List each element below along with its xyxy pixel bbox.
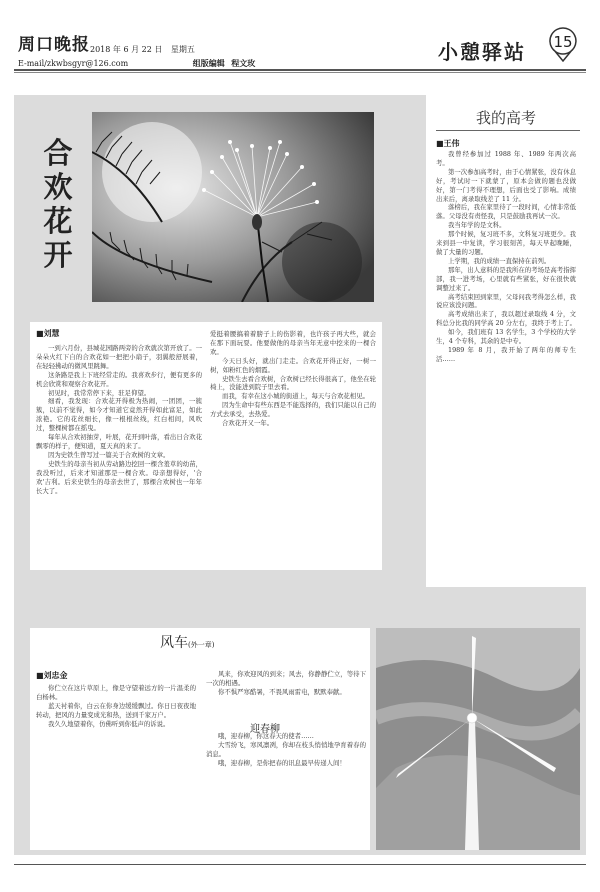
feature-byline: ■刘慧 xyxy=(36,329,60,338)
feature-column-1 xyxy=(36,344,202,566)
feature-title xyxy=(38,136,78,272)
wind-title-main: 风车 xyxy=(160,635,188,651)
feature-column-2 xyxy=(210,330,376,566)
paragraph: 1989 年 8 月，我开始了两年的师专生活…… xyxy=(436,345,576,363)
paragraph: 而我，有幸在这小城的街道上，每天与合欢花相见。 xyxy=(222,392,369,401)
paragraph: 你不惧严寒酷暑，不畏风雨雷电，默默奉献。 xyxy=(218,687,346,696)
paragraph: 合欢花开又一年。 xyxy=(222,419,274,428)
issue-weekday: 星期五 xyxy=(170,45,195,54)
paragraph: 第一次参加高考时，由于心情紧张，没有休息好，考试时一下就蒙了，原本会做的题也没做好，第一门考得不理想，后面也受了影响。成绩出来后，离录取线差了 11 分。 xyxy=(436,167,576,203)
flower-photo xyxy=(92,112,374,302)
paragraph: 我当年学的是文科。 xyxy=(448,221,506,230)
exam-title-rule xyxy=(436,130,580,131)
wind-title-sub: (外一章) xyxy=(188,641,215,649)
paragraph: 上学期，我的成绩一直保持在前列。 xyxy=(448,256,551,265)
poem-line: 哦，迎春柳，是你把春的讯息最早传递人间！ xyxy=(218,758,346,767)
poem-body xyxy=(206,732,366,842)
masthead-logo: 周口晚报 xyxy=(18,35,90,55)
footer-rule xyxy=(14,864,586,865)
feature-title-char: 开 xyxy=(43,238,73,272)
paragraph: 每年从合欢初抽芽，叶展，花开到叶落，看出日合欢花飘零的样子，便知道，夏天真的来了。 xyxy=(36,433,202,450)
header-rule-thin xyxy=(14,72,586,73)
exam-column xyxy=(436,150,576,575)
paragraph: 高考结束回到家里，父母问我考得怎么样，我说应该没问题。 xyxy=(436,292,576,310)
wind-column-1 xyxy=(36,684,196,844)
editor-name: 程文玫 xyxy=(231,58,256,68)
contact-line xyxy=(18,58,255,69)
feature-title-char: 花 xyxy=(43,204,73,238)
editor-label: 组版编辑 xyxy=(192,58,225,68)
paragraph: 今天日头好，就出门走走。合欢花开得正好，一树一树，如粉红色的烟霞。 xyxy=(210,356,376,374)
paragraph: 那年，出人意料的是我所在的考场是高考指挥部，我一进考场，心里就有些紧张，好在很快就调整过来了。 xyxy=(436,265,576,292)
poem-title: 迎春柳 xyxy=(250,724,280,735)
feature-article xyxy=(30,322,382,570)
feature-title-char: 合 xyxy=(43,136,73,170)
paragraph: 那个时候，复习班不多，文科复习班更少。我来到县一中复读，学习很刻苦，每天早起晚睡，做了大量的习题。 xyxy=(436,230,576,256)
paragraph: 初见时，我常常停下来，驻足仰望。 xyxy=(48,388,151,397)
paragraph: 史铁生的母亲当初从劳动路边挖回一棵含羞草的幼苗，我没听过，后来才知道那是一棵合欢。母亲想得好，'合欢'吉利。后来史铁生的母亲去世了，那棵合欢树也一年年长大了。 xyxy=(36,459,202,495)
poem-line: 哦，迎春柳，你这春天的使者…… xyxy=(218,732,314,740)
paragraph: 这条路是我上下班经常走的。我喜欢步行，便有更多的机会欣赏和观察合欢花开。 xyxy=(36,370,202,388)
paragraph: 我曾经参加过 1988 年、1989 年两次高考。 xyxy=(436,150,576,167)
paragraph: 因为史铁生曾写过一篇关于合欢树的文章。 xyxy=(48,450,170,459)
section-title: 小憩驿站 xyxy=(438,40,526,64)
paragraph: 我久久地望着你，仿佛听到你低声的诉说。 xyxy=(48,719,170,728)
page-number: 15 xyxy=(553,33,573,51)
paragraph: 风来，你欢迎风的到来；风去，你静静伫立，等待下一次的相遇。 xyxy=(206,670,366,687)
wind-byline: ■刘忠金 xyxy=(36,671,68,680)
contact-email: E-mail/zkwbsgyr@126.com xyxy=(18,59,129,68)
paragraph: 如今，我们班有 13 名学生，3 个学校的大学生，4 个专科，其余的是中专。 xyxy=(436,328,576,346)
feature-title-char: 欢 xyxy=(43,170,73,204)
poem-line: 大雪纷飞，寒风凛冽，你却在枝头悄悄地孕育着春的消息。 xyxy=(206,740,366,758)
paragraph: 一到六月份，县城花园路两旁的合欢就次第开放了。一朵朵火红下自的合欢花如一把把小扇子，羽翼般舒展着，在轻轻拂动的微风里跳舞。 xyxy=(36,344,202,370)
paragraph: 蓝天衬着你，白云在你身边缓缓飘过。你日日夜夜地转动，把风的力量变成光和热，送到千家万户。 xyxy=(36,701,196,719)
wind-article xyxy=(30,628,370,850)
wind-column-2 xyxy=(206,670,366,716)
paragraph: 史铁生去看合欢树，合欢树已经长得很高了，他坐在轮椅上，没能进到院子里去看。 xyxy=(210,374,376,392)
exam-title: 我的高考 xyxy=(476,109,537,127)
header-rule xyxy=(14,69,586,71)
issue-date: 2018 年 6 月 22 日 xyxy=(90,45,163,54)
issue-date-line xyxy=(90,44,195,55)
paragraph: 因为生命中有些东西是不能选择的，我们只能以自己的方式去承受，去热爱。 xyxy=(210,401,376,419)
exam-byline: ■王伟 xyxy=(436,139,460,148)
wind-title xyxy=(160,632,214,652)
paragraph: 爱挺着腰搞着着膀子上的伤影着，也许孩子再大些，就会在那下面玩耍。他要做他的母亲当年无意中挖来的一棵合欢。 xyxy=(210,330,376,356)
wind-turbine-photo xyxy=(376,628,580,850)
paragraph: 细看，我发现：合欢花开得极为热闹，一团团，一簇簇，以前不觉得，如今才知道它竟然开得如此富足，如此浓艳。它的花丝细长，像一根根丝线，红白相间，风吹过，整棵树都在摇曳。 xyxy=(36,397,202,433)
paragraph: 你伫立在这片草原上，像是守望着远方的一片温柔的白杨林。 xyxy=(36,684,196,701)
paragraph: 落榜后，我在家里待了一段时间，心情非常低落。父母没有责怪我，只是鼓励我再试一次。 xyxy=(436,203,576,221)
paragraph: 高考成绩出来了，我以超过录取线 4 分，文科总分比我的同学高 20 分左右，我终于考上了。 xyxy=(436,310,576,328)
editor-credit xyxy=(193,59,256,68)
